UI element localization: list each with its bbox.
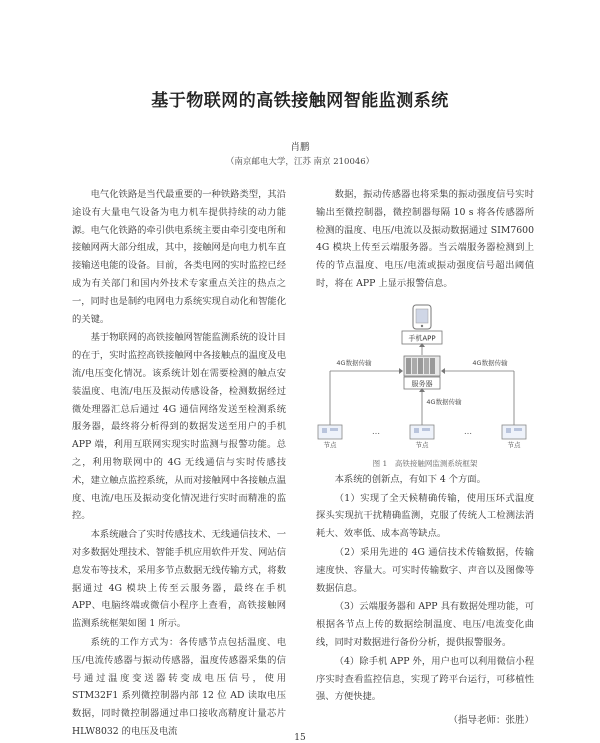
left-column (72, 186, 286, 741)
link-bottom-label: 4G数据传输 (426, 397, 462, 406)
article-affiliation: （南京邮电大学，江苏 南京 210046） (225, 157, 375, 167)
link-left-label: 4G数据传输 (336, 358, 372, 367)
innovation-point-4: （4）除手机 APP 外，用户也可以利用微信小程序实时查看监控信息，实现了跨平台运行，可移植性强、方便快捷。 (316, 655, 534, 703)
figure-caption: 图 1 高铁接触网监测系统框架 (372, 458, 478, 468)
node-right-label: 节点 (507, 440, 521, 449)
node-middle-label: 节点 (415, 440, 429, 449)
left-paragraph-3: 本系统融合了实时传感技术、无线通信技术、一对多数据处理技术、智能手机应用软件开发、网站信息发布等技术，采用多节点数据无线传输方式，将数据通过 4G 模块上传至云服务器，最终在手机 APP、电脑终端或微信小程序上查看，高铁接触网监测系统框架如图 1 所示。 (72, 529, 286, 630)
right-column (316, 186, 534, 730)
arrowhead-right-link (441, 368, 445, 374)
page-number: 15 (294, 733, 306, 743)
right-paragraph-1: 数据，振动传感器也将采集的振动强度信号实时输出至微控制器，微控制器每隔 10 s 将各传感器所检测的温度、电压/电流以及振动数据通过 SIM7600 4G 模块上传至云端服务器。当云端服务器检测到上传的节点温度、电压/电流或振动强度信号超出阈值时，将在 APP 上显示报警信息。 (316, 189, 534, 289)
left-paragraph-1: 电气化铁路是当代最重要的一种铁路类型，其沿途设有大量电气设备为电力机车提供持续的动力能源。电气化铁路的牵引供电系统主要由牵引变电所和接触网两大部分组成，其中，接触网是向电力机车直接输送电能的设备。目前，各类电网的实时监控已经成为有关部门和国内外技术专家重点关注的热点之一，同时也是制约电网电力系统实现自动化和智能化的关键。 (72, 189, 286, 325)
innovation-point-1: （1）实现了全天候精确传输，使用压环式温度探头实现抗干扰精确监测，克服了传统人工检测法消耗大、效率低、成本高等缺点。 (316, 492, 534, 540)
article-title: 基于物联网的高铁接触网智能监测系统 (151, 91, 449, 111)
node-middle (410, 425, 434, 439)
arrowhead-left-link (399, 368, 403, 374)
phone-app-label: 手机APP (408, 334, 436, 343)
innovation-point-2: （2）采用先进的 4G 通信技术传输数据，传输速度快、容量大。可实时传输数字、声音以及图像等数据信息。 (316, 546, 534, 594)
server-label: 服务器 (411, 379, 433, 388)
node-left (318, 425, 342, 439)
node-left-label: 节点 (323, 440, 337, 449)
ellipsis-right: … (464, 426, 472, 436)
system-framework-figure (316, 303, 528, 458)
left-paragraph-4: 系统的工作方式为：各传感节点包括温度、电压/电流传感器与振动传感器，温度传感器采集的信号通过温度变送器转变成电压信号，使用 STM32F1 系列微控制器内部 12 位 AD 读取电压数据，同时微控制器通过串口接收高精度计量芯片 HLW8032 的电压及电流 (72, 636, 286, 737)
server-icon (404, 356, 440, 376)
article-author: 肖鹏 (290, 142, 310, 153)
innovation-intro: 本系统的创新点，有如下 4 个方面。 (334, 473, 486, 485)
node-right (502, 425, 526, 439)
ellipsis-left: … (372, 426, 380, 436)
phone-icon (413, 305, 431, 329)
link-right-label: 4G数据传输 (472, 358, 508, 367)
left-paragraph-2: 基于物联网的高铁接触网智能监测系统的设计目的在于，实时监控高铁接触网中各接触点的温度及电流/电压变化情况。该系统计划在需要检测的触点安装温度、电流/电压及振动传感设备，检测数据经过微处理器汇总后通过 4G 通信网络发送至检测系统服务器，最终将分析得到的数据发送至用户的手机 APP 端，利用互联网实现实时监测与报警功能。总之，利用物联网中的 4G 无线通信与实时传感技术，建立触点监控系统，从而对接触网中各接触点温度、电流/电压及振动变化情况进行实时而精准的监控。 (72, 332, 286, 522)
framework-diagram (316, 303, 528, 458)
innovation-point-3: （3）云端服务器和 APP 具有数据处理功能，可根据各节点上传的数据绘制温度、电压/电流变化曲线，同时对数据进行备份分析，提供报警服务。 (316, 601, 534, 648)
advisor-note: （指导老师：张胜） (448, 715, 534, 727)
